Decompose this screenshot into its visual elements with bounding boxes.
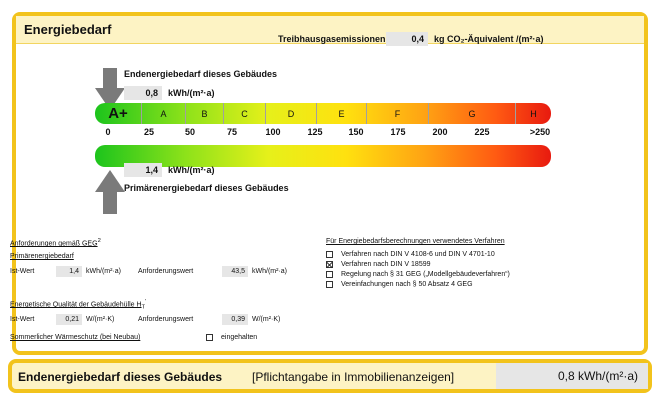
method-checkbox[interactable] <box>326 271 333 278</box>
method-label: Verfahren nach DIN V 18599 <box>341 260 431 268</box>
primary-req-label: Anforderungswert <box>138 268 194 275</box>
scale-ticks <box>0 127 660 141</box>
scale-tick-label: 75 <box>226 127 238 137</box>
energy-class-g: G <box>428 103 515 124</box>
method-checkbox[interactable] <box>326 251 333 258</box>
end-energy-label: Endenergiebedarf dieses Gebäudes <box>124 69 278 79</box>
energy-class-e: E <box>316 103 366 124</box>
method-item <box>326 269 626 279</box>
scale-tick-label: 175 <box>390 127 406 137</box>
energy-class-scale <box>95 103 551 124</box>
ghg-label: Treibhausgasemissionen <box>278 34 386 44</box>
primary-requirements-row <box>10 266 312 277</box>
requirements-title-text: Anforderungen gemäß GEG <box>10 240 98 248</box>
method-item <box>326 259 626 269</box>
page-title: Energiebedarf <box>24 22 112 37</box>
primary-ist-unit: kWh/(m²·a) <box>86 268 121 275</box>
requirements-title <box>10 238 101 247</box>
scale-tick-label: 50 <box>184 127 196 137</box>
primary-requirements-title: Primärenergiebedarf <box>10 253 74 260</box>
primary-energy-value-row <box>124 163 215 177</box>
summer-heat-protection-checkbox[interactable] <box>206 334 213 341</box>
envelope-title-sup: ' <box>145 299 147 305</box>
method-label: Vereinfachungen nach § 50 Absatz 4 GEG <box>341 280 473 288</box>
calculation-methods-section <box>326 238 626 289</box>
energy-class-a: A <box>141 103 185 124</box>
primary-ist-value: 1,4 <box>56 266 82 277</box>
method-item <box>326 279 626 289</box>
scale-tick-label: >250 <box>529 127 551 137</box>
ghg-emissions-row <box>278 32 544 46</box>
final-energy-value: 0,8 kWh/(m²·a) <box>496 363 648 389</box>
end-energy-value: 0,8 <box>124 86 162 100</box>
method-checkbox[interactable] <box>326 261 333 268</box>
final-energy-banner <box>8 359 652 393</box>
primary-ist-label: Ist-Wert <box>10 268 35 275</box>
scale-tick-label: 25 <box>143 127 155 137</box>
energy-class-c: C <box>223 103 265 124</box>
energy-class-d: D <box>265 103 316 124</box>
end-energy-unit: kWh/(m²·a) <box>168 88 215 98</box>
primary-req-value: 43,5 <box>222 266 248 277</box>
energy-class-a-plus: A+ <box>108 105 128 122</box>
envelope-req-unit: W/(m²·K) <box>252 316 281 323</box>
primary-req-unit: kWh/(m²·a) <box>252 268 287 275</box>
energy-class-f: F <box>366 103 428 124</box>
scale-tick-label: 150 <box>348 127 364 137</box>
primary-energy-arrow-icon <box>95 170 125 214</box>
scale-tick-label: 225 <box>474 127 490 137</box>
envelope-req-value: 0,39 <box>222 314 248 325</box>
envelope-ist-value: 0,21 <box>56 314 82 325</box>
scale-tick-label: 125 <box>307 127 323 137</box>
envelope-req-label: Anforderungswert <box>138 316 194 323</box>
energy-class-b: B <box>185 103 223 124</box>
envelope-ist-label: Ist-Wert <box>10 316 35 323</box>
ghg-value: 0,4 <box>386 32 428 46</box>
scale-tick-label: 0 <box>105 127 111 137</box>
envelope-requirements-title <box>10 299 146 311</box>
method-label: Verfahren nach DIN V 4108-6 und DIN V 4701-10 <box>341 250 495 258</box>
method-checkbox[interactable] <box>326 281 333 288</box>
methods-title: Für Energiebedarfsberechnungen verwendetes Verfahren <box>326 238 505 245</box>
mandatory-note: [Pflichtangabe in Immobilienanzeigen] <box>252 370 455 384</box>
envelope-ist-unit: W/(m²·K) <box>86 316 115 323</box>
summer-heat-protection-label: Sommerlicher Wärmeschutz (bei Neubau) <box>10 334 141 341</box>
summer-check-label: eingehalten <box>221 334 258 341</box>
scale-tick-label: 100 <box>265 127 281 137</box>
summer-heat-protection-row <box>10 334 257 341</box>
primary-energy-label: Primärenergiebedarf dieses Gebäudes <box>124 183 289 193</box>
energy-class-h: H <box>515 103 551 124</box>
primary-energy-unit: kWh/(m²·a) <box>168 165 215 175</box>
envelope-requirements-row <box>10 314 312 325</box>
method-item <box>326 249 626 259</box>
primary-energy-value: 1,4 <box>124 163 162 177</box>
envelope-title-text: Energetische Qualität der Gebäudehülle H <box>10 301 142 309</box>
scale-tick-label: 200 <box>432 127 448 137</box>
ghg-unit: kg CO₂-Äquivalent /(m²·a) <box>434 34 544 44</box>
envelope-title-sub: T <box>141 304 146 311</box>
final-energy-title: Endenergiebedarf dieses Gebäudes <box>18 370 223 384</box>
requirements-title-sup: 2 <box>97 238 101 244</box>
end-energy-value-row <box>124 86 215 100</box>
method-label: Regelung nach § 31 GEG („Modellgebäudeverfahren“) <box>341 270 510 278</box>
